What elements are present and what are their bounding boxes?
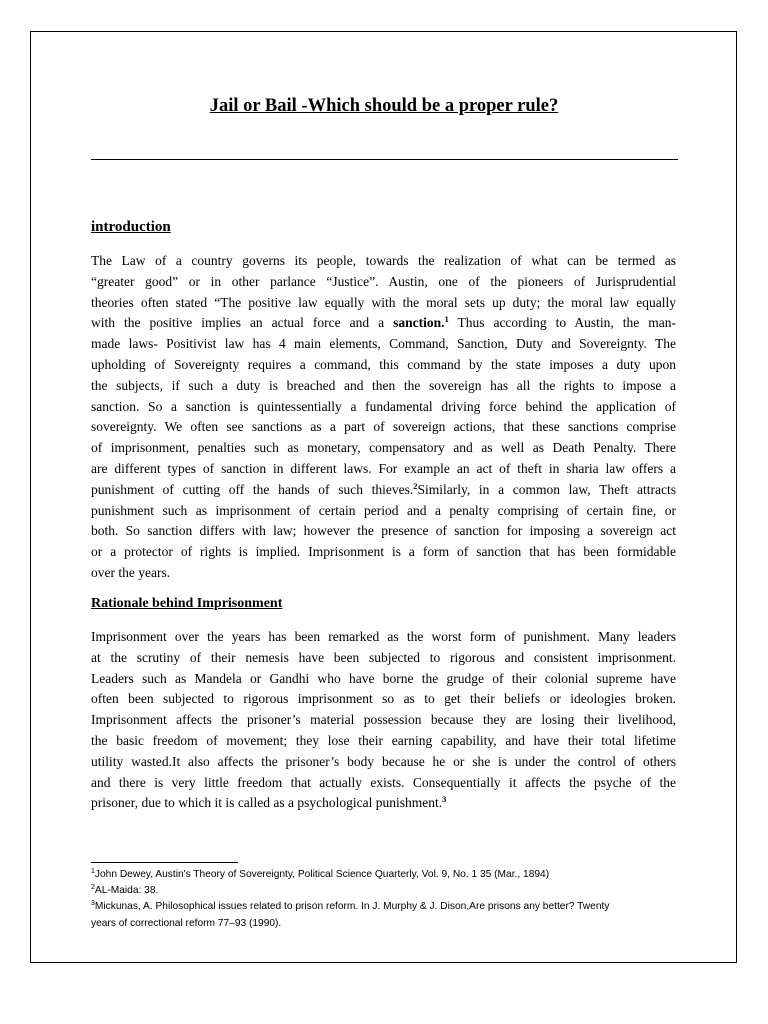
paragraph-line: punishment of cutting off the hands of such thieves.$^2$Similarly, in a common law, Theft attracts [91, 480, 676, 497]
paragraph-line: Leaders such as Mandela or Gandhi who have borne the grudge of their colonial supreme have [91, 670, 676, 686]
paragraph-line: sovereignty. We often see sanctions as a part of sovereign actions, that these sanctions comprise [91, 419, 676, 435]
footnote-2: $^2$AL-Maida: 38. [91, 884, 159, 897]
paragraph-line: theories often stated “The positive law equally with the moral sets up duty; the moral law equally [91, 294, 676, 310]
paragraph-line: Imprisonment over the years has been remarked as the worst form of punishment. Many leaders [91, 629, 676, 644]
paragraph-line: both. So sanction differs with law; however the presence of sanction for imposing a sovereign act [91, 523, 676, 539]
paragraph-line: prisoner, due to which it is called as a psychological punishment.$^3$ [91, 794, 447, 811]
title-rule [91, 159, 678, 160]
sanction-term: sanction. [393, 315, 445, 331]
footnotes [91, 867, 681, 932]
introduction-paragraph [91, 251, 676, 584]
paragraph-line: the subjects, if such a duty is breached and then the sovereign has all the rights to impose a [91, 377, 676, 393]
paragraph-line: and there is very little freedom that actually exists. Consequentially it affects the psyche of the [91, 774, 676, 790]
paragraph-line: over the years. [91, 564, 171, 580]
paragraph-line: made laws- Positivist law has 4 main elements, Command, Sanction, Duty and Sovereignty. The [91, 336, 676, 352]
rationale-paragraph [91, 627, 676, 814]
paragraph-line: sanction. So a sanction is quintessentially a fundamental driving force behind the application of [91, 398, 676, 414]
paragraph-line: “greater good” or in other parlance “Justice”. Austin, one of the pioneers of Jurisprudential [91, 273, 676, 289]
footnote-ref-2[interactable]: 2 [413, 480, 418, 491]
footnote-1: $^1$John Dewey, Austin's Theory of Sovereignty, Political Science Quarterly, Vol. 9, No. 1 35 (Mar., 1894) [91, 868, 550, 880]
document-title: Jail or Bail -Which should be a proper rule? [209, 96, 559, 116]
paragraph-line: or a protector of rights is implied. Imprisonment is a form of sanction that has been formidable [91, 544, 676, 560]
paragraph-line: of imprisonment, penalties such as monetary, compensatory and as well as Death Penalty. There [91, 440, 676, 456]
paragraph-line: at the scrutiny of their nemesis have been subjected to rigorous and consistent imprisonment. [91, 649, 676, 665]
footnote-separator [91, 862, 238, 863]
paragraph-line: with the positive implies an actual force and a sanction.$^1$ Thus according to Austin, the man- [91, 314, 676, 331]
paragraph-line: the basic freedom of movement; they lose their earning capability, and have their total lifetime [91, 732, 676, 748]
paragraph-line: often been subjected to rigorous imprisonment so as to get their beliefs or ideologies broken. [91, 691, 676, 707]
introduction-heading: introduction [91, 219, 171, 235]
footnote-ref-1[interactable]: 1 [444, 314, 449, 325]
footnote-3-continued: years of correctional reform 77–93 (1990). [91, 917, 282, 929]
paragraph-line: punishment such as imprisonment of certain period and a penalty comprising of certain fine, or [91, 502, 676, 518]
paragraph-line: Imprisonment affects the prisoner’s material possession because they are losing their livelihood, [91, 712, 676, 728]
footnote-ref-3[interactable]: 3 [442, 794, 447, 805]
paragraph-line: are different types of sanction in different laws. For example an act of theft in sharia law offers a [91, 460, 676, 476]
footnote-3: $^3$Mickunas, A. Philosophical issues related to prison reform. In J. Murphy & J. Dison,Are prisons any better? Twenty [91, 900, 610, 913]
paragraph-line: The Law of a country governs its people, towards the realization of what can be termed as [91, 253, 676, 268]
paragraph-line: upholding of Sovereignty requires a command, this command by the state imposes a duty upon [91, 356, 676, 372]
paragraph-line: utility wasted.It also affects the prisoner’s body because he or she is under the control of others [91, 753, 676, 769]
rationale-heading: Rationale behind Imprisonment [91, 596, 283, 611]
